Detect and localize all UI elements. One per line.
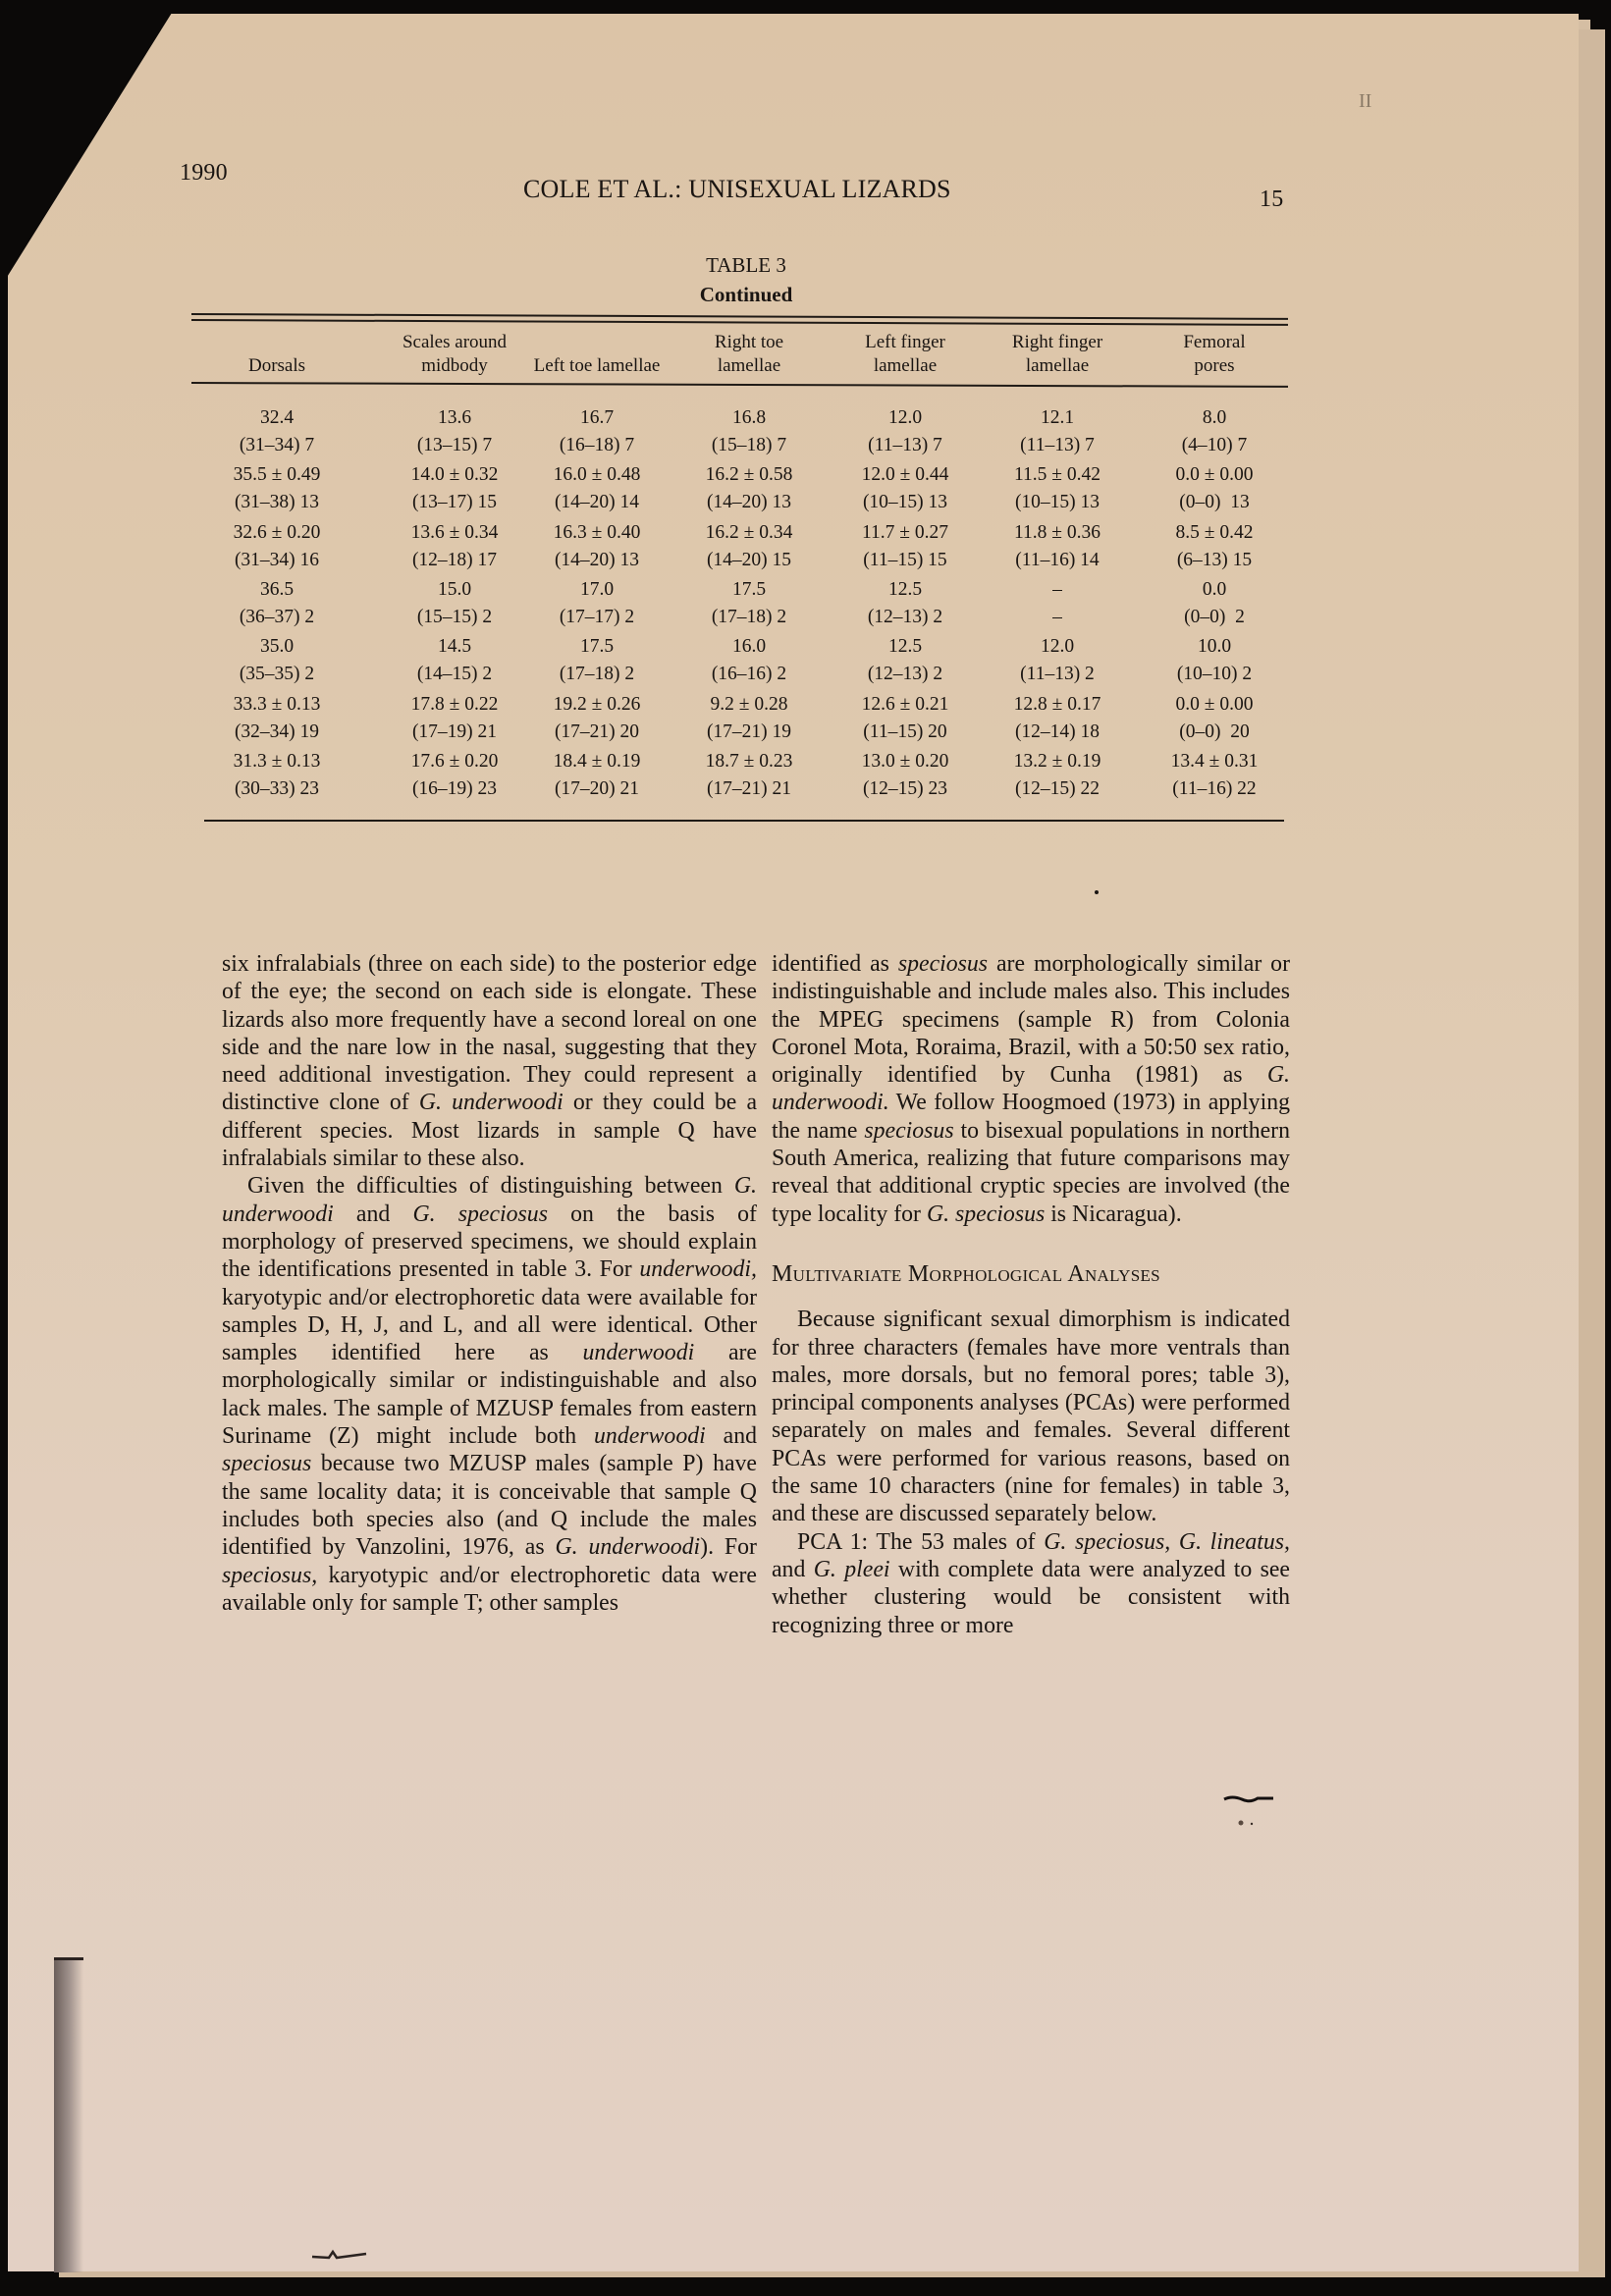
cell-range-n: (12–13) 2 xyxy=(867,664,943,685)
paragraph-right-1 xyxy=(772,950,1290,1228)
cell-range-n: (15–18) 7 xyxy=(711,435,787,455)
text-run: Given the difficulties of distinguishing between xyxy=(247,1173,734,1200)
cell-range-n: (14–20) 14 xyxy=(554,492,640,513)
table-cell xyxy=(523,461,671,516)
table-cell xyxy=(203,691,350,746)
table-cell xyxy=(381,748,528,803)
text-run: identified as xyxy=(772,951,898,977)
table-cell xyxy=(984,576,1131,631)
cell-range-n: (11–13) 7 xyxy=(1020,435,1095,455)
cell-mean: 18.4 ± 0.19 xyxy=(553,750,641,772)
text-run: is Nicaragua). xyxy=(1045,1201,1182,1227)
table-cell xyxy=(381,404,528,459)
table-cell xyxy=(1141,461,1288,516)
cell-mean: 16.3 ± 0.40 xyxy=(553,521,641,543)
italic-text: speciosus xyxy=(222,1451,312,1477)
column-header-line1 xyxy=(518,331,675,354)
table-cell xyxy=(675,691,823,746)
header-year: 1990 xyxy=(180,160,228,186)
cell-range-n: (12–14) 18 xyxy=(1014,721,1101,742)
cell-range-n: (35–35) 2 xyxy=(239,664,315,685)
cell-range-n: (11–16) 14 xyxy=(1015,549,1100,570)
cell-range-n: (13–17) 15 xyxy=(411,492,498,513)
cell-mean: 17.0 xyxy=(579,578,615,600)
cell-mean: 16.0 xyxy=(731,636,767,658)
cell-range-n: (12–13) 2 xyxy=(867,606,943,627)
cell-mean: 18.7 ± 0.23 xyxy=(705,750,793,772)
table-cell xyxy=(832,404,979,459)
cell-mean: 32.6 ± 0.20 xyxy=(233,521,321,543)
cell-mean: 0.0 xyxy=(1202,578,1227,600)
cell-range-n: (17–20) 21 xyxy=(554,777,640,799)
cell-range-n: (11–13) 2 xyxy=(1020,664,1095,685)
column-header xyxy=(518,331,675,378)
table-cell xyxy=(675,748,823,803)
table-cell xyxy=(381,519,528,574)
cell-mean: 11.8 ± 0.36 xyxy=(1014,521,1101,543)
cell-mean: 15.0 xyxy=(437,578,472,600)
cell-mean: 17.5 xyxy=(579,636,615,658)
table-cell xyxy=(675,633,823,688)
table-cell xyxy=(203,404,350,459)
cell-range-n: (0–0) 2 xyxy=(1184,606,1245,627)
table-cell xyxy=(832,576,979,631)
text-run: PCA 1: The 53 males of xyxy=(797,1528,1045,1555)
cell-mean: 13.6 xyxy=(437,407,472,428)
text-run: six infralabials (three on each side) to the posterior edge of the eye; the second on each side is elongate. These lizards also more frequently have a second loreal on one side and the nare low in the nasal, suggesting that they need additional investigation. They could represent a distinctive clone of xyxy=(222,951,757,1116)
cell-range-n: (11–15) 15 xyxy=(863,549,947,570)
cell-mean: 16.7 xyxy=(579,407,615,428)
italic-text: speciosus, xyxy=(222,1562,318,1588)
cell-mean: 14.0 ± 0.32 xyxy=(410,464,499,486)
paragraph-right-3 xyxy=(772,1528,1290,1639)
table-cell xyxy=(984,519,1131,574)
left-text-column xyxy=(222,950,757,1617)
column-header-line1: Femoral xyxy=(1183,332,1246,352)
table-cell xyxy=(203,633,350,688)
cell-range-n: (12–18) 17 xyxy=(411,549,498,570)
table-cell xyxy=(984,691,1131,746)
cell-mean: 17.6 ± 0.20 xyxy=(410,750,499,772)
cell-range-n: (32–34) 19 xyxy=(234,721,320,742)
table-cell xyxy=(203,576,350,631)
table-cell xyxy=(832,633,979,688)
cell-range-n: (17–19) 21 xyxy=(411,721,498,742)
table-cell xyxy=(984,461,1131,516)
cell-mean: 17.5 xyxy=(731,578,767,600)
table-cell xyxy=(523,519,671,574)
italic-text: G. underwoodi. xyxy=(772,1062,1290,1116)
cell-mean: 17.8 ± 0.22 xyxy=(410,693,499,715)
column-header-line1: Left finger xyxy=(865,332,945,352)
cell-range-n: (17–17) 2 xyxy=(559,606,635,627)
cell-mean: 33.3 ± 0.13 xyxy=(233,693,321,715)
cell-mean: 19.2 ± 0.26 xyxy=(553,693,641,715)
text-run: are morphologically similar or indistinguishable and include males also. This includes the MPEG specimens (sample R) from Colonia Coronel Mota, Roraima, Brazil, with a 50:50 sex ratio, originally identified by Cunha (1981) as xyxy=(772,951,1290,1089)
table-cell xyxy=(1141,576,1288,631)
cell-range-n: – xyxy=(1052,606,1062,627)
cell-range-n: (17–21) 20 xyxy=(554,721,640,742)
ink-dot xyxy=(1093,888,1102,896)
table-cell xyxy=(675,404,823,459)
column-header-line2: lamellae xyxy=(873,355,938,376)
cell-mean: 12.0 xyxy=(887,407,923,428)
cell-mean: 8.0 xyxy=(1202,407,1227,428)
text-run: ). For xyxy=(700,1534,757,1561)
cell-range-n: (17–21) 19 xyxy=(706,721,792,742)
text-run: karyotypic and/or electrophoretic data were available only for sample T; other samples xyxy=(222,1562,757,1616)
column-header xyxy=(827,331,984,378)
table-cell xyxy=(984,633,1131,688)
cell-mean: 0.0 ± 0.00 xyxy=(1175,464,1254,486)
text-run: and xyxy=(705,1423,758,1450)
cell-mean: 13.4 ± 0.31 xyxy=(1170,750,1259,772)
column-header-line1: Right toe xyxy=(714,332,784,352)
italic-text: G. underwoodi xyxy=(418,1090,564,1116)
text-run: are morphologically similar or indistinguishable and also lack males. The sample of MZUSP females from eastern Suriname (Z) might include both xyxy=(222,1340,757,1450)
cell-mean: 9.2 ± 0.28 xyxy=(710,693,788,715)
page-number: 15 xyxy=(1260,187,1284,212)
cell-mean: 31.3 ± 0.13 xyxy=(233,750,321,772)
italic-text: speciosus xyxy=(897,951,989,977)
table-cell xyxy=(984,404,1131,459)
text-run: and xyxy=(772,1556,814,1582)
cell-mean: 12.8 ± 0.17 xyxy=(1013,693,1101,715)
cell-range-n: (36–37) 2 xyxy=(239,606,315,627)
margin-mark: II xyxy=(1359,90,1372,112)
right-text-column xyxy=(772,950,1290,1639)
table-cell xyxy=(523,576,671,631)
cell-mean: 13.2 ± 0.19 xyxy=(1013,750,1101,772)
column-header-line1: Scales around xyxy=(402,332,508,352)
cell-range-n: (11–15) 20 xyxy=(863,721,947,742)
cell-range-n: (14–20) 15 xyxy=(706,549,792,570)
cell-mean: 32.4 xyxy=(259,407,295,428)
table-cell xyxy=(381,461,528,516)
cell-range-n: (17–21) 21 xyxy=(706,777,792,799)
table-cell xyxy=(832,748,979,803)
cell-range-n: (11–13) 7 xyxy=(868,435,942,455)
table-title: TABLE 3 xyxy=(706,253,786,277)
table-cell xyxy=(984,748,1131,803)
column-header xyxy=(979,331,1136,378)
table-cell xyxy=(381,576,528,631)
column-header xyxy=(1136,331,1293,378)
folded-flap-shadow xyxy=(54,1957,83,2272)
cell-mean: 12.6 ± 0.21 xyxy=(861,693,949,715)
ink-smudge-mark xyxy=(1222,1789,1281,1829)
italic-text: speciosus xyxy=(864,1117,954,1144)
table-cell xyxy=(381,691,528,746)
text-run: to bisexual populations in northern South America, realizing that future comparisons may reveal that additional cryptic species are involved (the type locality for xyxy=(772,1117,1290,1227)
table-cell xyxy=(381,633,528,688)
italic-text: G. speciosus xyxy=(926,1201,1046,1227)
text-run: Because significant sexual dimorphism is indicated for three characters (females have more ventrals than males, more dorsals, but no femoral pores; table 3), principal components analyses (PCAs) were performed separately on males and females. Several different PCAs were performed for various reasons, based on the same 10 characters (nine for females) in table 3, and these are discussed separately below. xyxy=(772,1307,1290,1527)
table-cell xyxy=(675,461,823,516)
column-header-line2: lamellae xyxy=(717,355,781,376)
table-cell xyxy=(1141,404,1288,459)
cell-mean: 16.0 ± 0.48 xyxy=(553,464,641,486)
table-cell xyxy=(1141,633,1288,688)
cell-range-n: (0–0) 13 xyxy=(1179,492,1250,513)
italic-text: G. speciosus xyxy=(412,1201,548,1227)
cell-range-n: (14–20) 13 xyxy=(554,549,640,570)
cell-mean: 35.5 ± 0.49 xyxy=(233,464,321,486)
text-run: and xyxy=(333,1201,413,1227)
cell-mean: 16.2 ± 0.58 xyxy=(705,464,793,486)
table-cell xyxy=(523,691,671,746)
cell-mean: – xyxy=(1052,578,1062,600)
cell-mean: 35.0 xyxy=(259,636,295,658)
column-header-line2: Left toe lamellae xyxy=(533,355,661,376)
text-run: or they could be a different species. Most lizards in sample Q have infralabials similar to these also. xyxy=(222,1090,758,1172)
cell-range-n: (10–15) 13 xyxy=(1014,492,1101,513)
cell-range-n: (6–13) 15 xyxy=(1176,549,1253,570)
cell-range-n: (31–34) 16 xyxy=(234,549,320,570)
ink-smudge-mark-bottom xyxy=(309,2248,378,2262)
italic-text: underwoodi, xyxy=(639,1256,757,1283)
cell-range-n: (10–15) 13 xyxy=(862,492,948,513)
table-cell xyxy=(675,519,823,574)
table-cell xyxy=(1141,519,1288,574)
cell-range-n: (30–33) 23 xyxy=(234,777,320,799)
text-run: with complete data were analyzed to see whether clustering would be consistent with recognizing three or more xyxy=(772,1556,1290,1638)
cell-range-n: (16–16) 2 xyxy=(711,664,787,685)
cell-mean: 12.0 xyxy=(1040,636,1075,658)
cell-mean: 36.5 xyxy=(259,578,295,600)
cell-range-n: (12–15) 22 xyxy=(1014,777,1101,799)
table-cell xyxy=(523,748,671,803)
text-run: on the basis of morphology of preserved specimens, we should explain the identifications presented in table 3. For xyxy=(222,1201,757,1283)
cell-range-n: (0–0) 20 xyxy=(1179,721,1250,742)
table-cell xyxy=(832,461,979,516)
table-cell xyxy=(203,519,350,574)
table-cell xyxy=(832,691,979,746)
table-cell xyxy=(675,576,823,631)
italic-text: G. speciosus, G. lineatus, xyxy=(1044,1528,1290,1555)
cell-range-n: (31–38) 13 xyxy=(234,492,320,513)
paragraph-left-1 xyxy=(222,950,757,1172)
column-header-line1: Right finger xyxy=(1011,332,1103,352)
column-header-line2: lamellae xyxy=(1025,355,1090,376)
cell-mean: 16.2 ± 0.34 xyxy=(705,521,793,543)
cell-mean: 12.5 xyxy=(887,578,923,600)
cell-mean: 10.0 xyxy=(1197,636,1232,658)
cell-mean: 8.5 ± 0.42 xyxy=(1175,521,1254,543)
table-cell xyxy=(1141,691,1288,746)
table-cell xyxy=(1141,748,1288,803)
cell-mean: 12.1 xyxy=(1040,407,1075,428)
cell-mean: 13.6 ± 0.34 xyxy=(410,521,499,543)
running-title: COLE ET AL.: UNISEXUAL LIZARDS xyxy=(523,175,951,203)
paragraph-right-2 xyxy=(772,1306,1290,1527)
cell-range-n: (31–34) 7 xyxy=(239,435,315,455)
cell-range-n: (11–16) 22 xyxy=(1172,777,1257,799)
cell-range-n: (13–15) 7 xyxy=(416,435,493,455)
cell-mean: 14.5 xyxy=(437,636,472,658)
cell-mean: 11.7 ± 0.27 xyxy=(862,521,948,543)
table-cell xyxy=(203,461,350,516)
italic-text: underwoodi xyxy=(582,1340,695,1366)
table-cell xyxy=(523,404,671,459)
cell-mean: 12.5 xyxy=(887,636,923,658)
column-header xyxy=(376,331,533,378)
italic-text: underwoodi xyxy=(594,1423,706,1450)
cell-range-n: (10–10) 2 xyxy=(1176,664,1253,685)
text-run: karyotypic and/or electrophoretic data were available for samples D, H, J, and L, and all were identical. Other samples identified here as xyxy=(222,1284,757,1366)
table-bottom-rule xyxy=(204,820,1284,822)
column-header xyxy=(198,331,355,378)
paragraph-left-2 xyxy=(222,1172,757,1617)
cell-mean: 16.8 xyxy=(731,407,767,428)
cell-mean: 0.0 ± 0.00 xyxy=(1175,693,1254,715)
column-header-line1 xyxy=(198,331,355,354)
cell-range-n: (14–15) 2 xyxy=(416,664,493,685)
table-subtitle: Continued xyxy=(699,283,793,306)
table-cell xyxy=(523,633,671,688)
section-heading: Multivariate Morphological Analyses xyxy=(772,1260,1160,1287)
cell-range-n: (16–18) 7 xyxy=(559,435,635,455)
cell-range-n: (12–15) 23 xyxy=(862,777,948,799)
cell-range-n: (17–18) 2 xyxy=(711,606,787,627)
italic-text: G. underwoodi xyxy=(555,1534,701,1561)
table-cell xyxy=(203,748,350,803)
column-header xyxy=(671,331,828,378)
cell-mean: 11.5 ± 0.42 xyxy=(1014,464,1101,486)
cell-range-n: (17–18) 2 xyxy=(559,664,635,685)
cell-range-n: (4–10) 7 xyxy=(1181,435,1248,455)
cell-range-n: (16–19) 23 xyxy=(411,777,498,799)
text-run: because two MZUSP males (sample P) have the same locality data; it is conceivable that sample Q includes both species also (and Q include the males identified by Vanzolini, 1976, as xyxy=(222,1451,757,1561)
italic-text: G. underwoodi xyxy=(222,1173,757,1227)
column-header-line2: Dorsals xyxy=(247,355,306,376)
cell-range-n: (15–15) 2 xyxy=(416,606,493,627)
table-cell xyxy=(832,519,979,574)
italic-text: G. pleei xyxy=(813,1556,890,1582)
column-header-line2: midbody xyxy=(421,355,488,376)
cell-mean: 13.0 ± 0.20 xyxy=(861,750,949,772)
column-header-line2: pores xyxy=(1194,355,1235,376)
cell-mean: 12.0 ± 0.44 xyxy=(861,464,949,486)
text-run: We follow Hoogmoed (1973) in applying the name xyxy=(772,1090,1290,1144)
cell-range-n: (14–20) 13 xyxy=(706,492,792,513)
